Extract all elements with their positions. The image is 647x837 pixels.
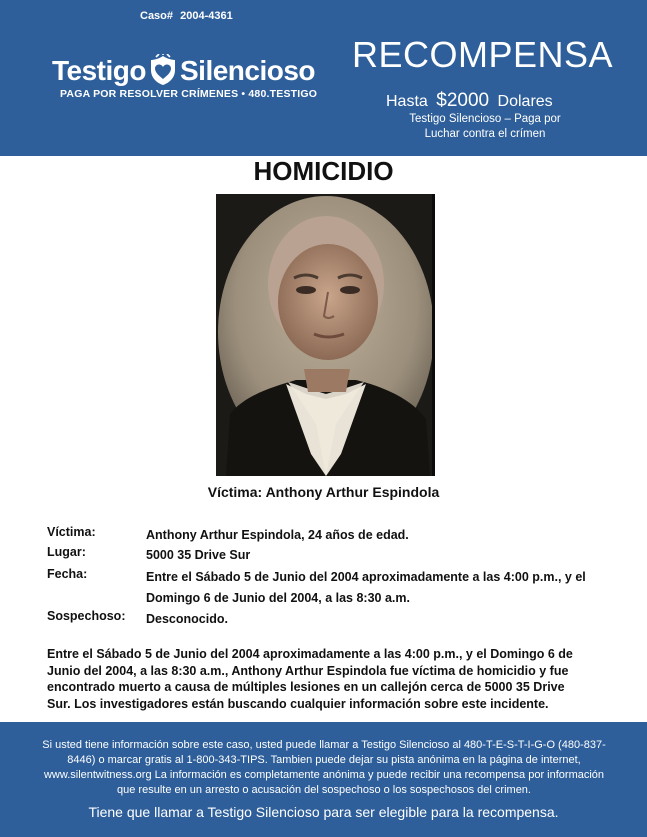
silent-witness-logo [52,48,322,108]
footer-contact-info: Si usted tiene información sobre este caso, usted puede llamar a Testigo Silencioso al 480-T-E-S-T-I-G-O (480-837-8446) o marcar gratis al 1-800-343-TIPS. Tambien puede dejar su pista anónima en la página de internet, www.silentwitness.org La información es completamente anónima y puede recibir una recompensa por información que resulte en un arresto o acusación del sospechoso o los sospechosos del crimen. [42,739,606,796]
case-label: Caso# [140,10,174,22]
reward-prefix: Hasta [386,93,428,110]
date-label: Fecha: [47,567,88,581]
logo-word-testigo: Testigo [52,55,146,86]
detail-row-location [47,545,607,566]
date-value: Entre el Sábado 5 de Junio del 2004 aproximadamente a las 4:00 p.m., y el Domingo 6 de Junio del 2004, a las 8:30 a.m. [146,570,586,605]
case-summary: Entre el Sábado 5 de Junio del 2004 aproximadamente a las 4:00 p.m., y el Domingo 6 de Junio del 2004, a las 8:30 a.m., Anthony Arthur Espindola fue víctima de homicidio y fue encontrado muerto a causa de múltiples lesiones en un callejón cerca de 5000 35 Drive Sur. Los investigadores están buscando cualquier información sobre este incidente. [47,647,573,711]
footer-banner [0,722,647,837]
reward-amount-line [386,90,553,112]
victim-label: Víctima: [47,525,96,539]
location-label: Lugar: [47,545,86,559]
detail-row-date [47,567,607,609]
header-banner [0,0,647,156]
logo-tagline: PAGA POR RESOLVER CRÍMENES • 480.TESTIGO [60,88,318,100]
reward-title: RECOMPENSA [352,34,614,75]
location-value: 5000 35 Drive Sur [146,548,251,562]
reward-subtitle: Testigo Silencioso – Paga por Luchar contra el crímen [409,113,561,140]
photo-caption: Víctima: Anthony Arthur Espindola [207,484,440,500]
suspect-value: Desconocido. [146,612,228,626]
detail-row-suspect [47,609,607,630]
suspect-label: Sospechoso: [47,609,126,623]
victim-photo [216,194,435,476]
victim-portrait-image [216,194,435,476]
crime-type-title: HOMICIDIO [253,156,394,186]
victim-value: Anthony Arthur Espindola, 24 años de edad. [146,528,409,542]
logo-word-silencioso: Silencioso [179,55,316,86]
shield-heart-icon [149,54,177,86]
case-number [140,10,233,22]
case-value: 2004-4361 [180,10,233,22]
reward-currency: Dolares [497,93,553,110]
detail-row-victim [47,525,607,546]
footer-call-to-action: Tiene que llamar a Testigo Silencioso para ser elegible para la recompensa. [88,804,559,820]
reward-amount: $2000 [436,90,490,111]
